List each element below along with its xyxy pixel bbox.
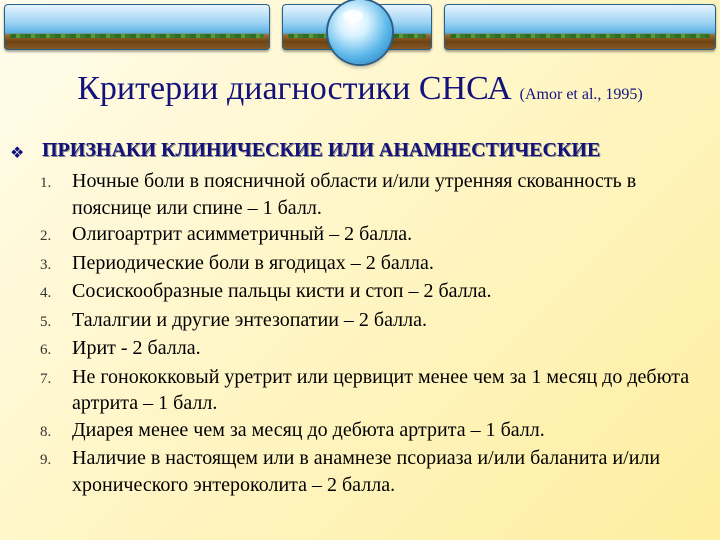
item-number: 6. [40, 342, 52, 358]
list-item [40, 250, 710, 279]
item-number: 1. [40, 175, 52, 191]
criteria-list [40, 168, 710, 498]
list-item [40, 168, 710, 221]
list-item [40, 307, 710, 336]
list-item [40, 221, 710, 250]
item-text: Ирит - 2 балла. [72, 337, 201, 359]
item-text: Талалгии и другие энтезопатии – 2 балла. [72, 308, 427, 331]
item-number: 5. [40, 313, 52, 330]
banner-panel-left [4, 4, 270, 50]
item-text: Наличие в настоящем или в анамнезе псориаза и/или баланита и/или хронического энтероколита – 2 балла. [72, 447, 661, 496]
item-text: Диарея менее чем за месяц до дебюта артрита – 1 балл. [72, 418, 545, 441]
slide-title [0, 70, 720, 108]
banner-panel-right [444, 4, 716, 50]
list-item [40, 364, 710, 417]
item-number: 4. [40, 285, 52, 301]
list-item [40, 335, 710, 364]
item-text: Ночные боли в поясничной области и/или утренняя скованность в пояснице или спине – 1 балл. [72, 170, 637, 219]
item-number: 9. [40, 452, 52, 468]
diamond-bullet-icon: ❖ [10, 143, 25, 162]
item-text: Не гонококковый уретрит или цервицит менее чем за 1 месяц до дебюта артрита – 1 балл. [72, 365, 690, 414]
item-text: Олигоартрит асимметричный – 2 балла. [72, 223, 413, 245]
list-item [40, 278, 710, 307]
section-heading: ПРИЗНАКИ КЛИНИЧЕСКИЕ ИЛИ АНАМНЕСТИЧЕСКИЕ [42, 139, 601, 161]
list-item [40, 445, 710, 498]
header-banner [0, 0, 720, 62]
item-number: 2. [40, 228, 52, 244]
list-item [40, 417, 710, 446]
title-reference: (Amor et al., 1995) [519, 86, 643, 103]
globe-icon [328, 0, 392, 64]
item-text: Периодические боли в ягодицах – 2 балла. [72, 251, 434, 274]
title-main: Критерии диагностики СНСА [77, 70, 512, 107]
item-text: Сосискообразные пальцы кисти и стоп – 2 балла. [72, 280, 492, 302]
item-number: 7. [40, 370, 52, 387]
globe-shine [343, 10, 363, 22]
item-number: 3. [40, 256, 52, 273]
item-number: 8. [40, 423, 52, 440]
